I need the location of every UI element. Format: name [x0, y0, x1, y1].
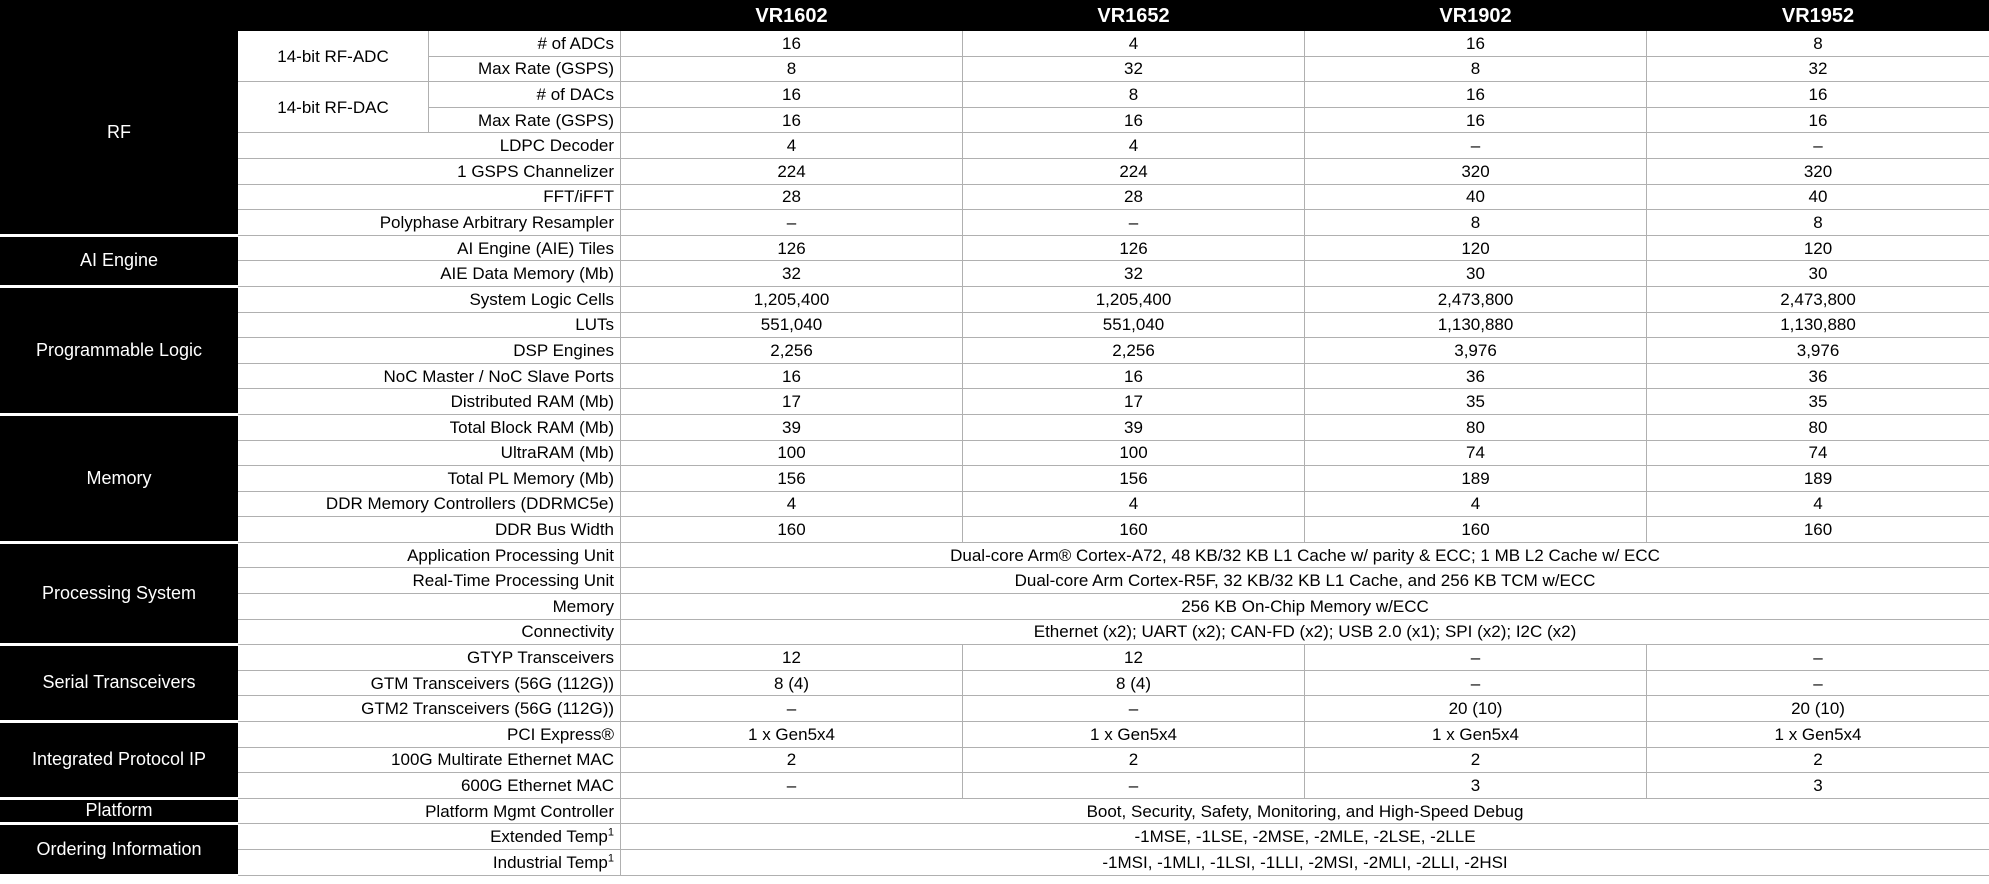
column-header: VR1952	[1647, 1, 1989, 31]
table-row	[1, 850, 1989, 876]
value-cell: 2	[621, 747, 963, 773]
category-cell: Platform	[1, 798, 238, 824]
subgroup-label: 14-bit RF-DAC	[238, 82, 429, 133]
feature-label	[238, 235, 621, 261]
value-cell: 80	[1647, 414, 1989, 440]
feature-label	[238, 312, 621, 338]
feature-label	[238, 491, 621, 517]
value-cell: 35	[1305, 389, 1647, 415]
feature-text: GTYP Transceivers	[466, 648, 615, 668]
feature-label	[238, 440, 621, 466]
category-cell: RF	[1, 31, 238, 236]
table-row	[1, 798, 1989, 824]
feature-label	[238, 466, 621, 492]
value-cell: 1 x Gen5x4	[1305, 722, 1647, 748]
value-cell: –	[621, 773, 963, 799]
value-cell: –	[621, 696, 963, 722]
value-cell: 30	[1647, 261, 1989, 287]
value-cell: 40	[1305, 184, 1647, 210]
column-header: VR1902	[1305, 1, 1647, 31]
table-row	[1, 722, 1989, 748]
value-cell: 160	[1305, 517, 1647, 543]
feature-text: Connectivity	[521, 622, 615, 642]
value-cell: 28	[963, 184, 1305, 210]
value-cell: 8 (4)	[621, 670, 963, 696]
column-header: VR1652	[963, 1, 1305, 31]
value-cell: 4	[621, 133, 963, 159]
value-cell: 16	[1647, 82, 1989, 108]
feature-label	[238, 210, 621, 236]
feature-label	[238, 747, 621, 773]
feature-label	[238, 414, 621, 440]
value-cell: 39	[963, 414, 1305, 440]
value-cell: 36	[1647, 363, 1989, 389]
value-cell: 32	[963, 261, 1305, 287]
shared-value-cell: 256 KB On-Chip Memory w/ECC	[621, 594, 1989, 620]
feature-label	[429, 31, 621, 57]
table-row	[1, 414, 1989, 440]
column-header: VR1602	[621, 1, 963, 31]
shared-value-cell: Ethernet (x2); UART (x2); CAN-FD (x2); USB 2.0 (x1); SPI (x2); I2C (x2)	[621, 619, 1989, 645]
value-cell: –	[1305, 133, 1647, 159]
category-cell: AI Engine	[1, 235, 238, 286]
value-cell: 28	[621, 184, 963, 210]
feature-text: # of ADCs	[537, 33, 615, 53]
feature-label	[238, 645, 621, 671]
value-cell: 126	[621, 235, 963, 261]
feature-label	[238, 619, 621, 645]
value-cell: 16	[621, 31, 963, 57]
feature-label	[238, 773, 621, 799]
value-cell: 3,976	[1305, 338, 1647, 364]
value-cell: 39	[621, 414, 963, 440]
shared-value-cell: -1MSE, -1LSE, -2MSE, -2MLE, -2LSE, -2LLE	[621, 824, 1989, 850]
table-row	[1, 363, 1989, 389]
value-cell: 320	[1305, 158, 1647, 184]
value-cell: 2	[963, 747, 1305, 773]
value-cell: 16	[963, 363, 1305, 389]
feature-text: 1 GSPS Channelizer	[457, 161, 615, 181]
value-cell: –	[963, 210, 1305, 236]
table-row	[1, 261, 1989, 287]
value-cell: 8	[1647, 31, 1989, 57]
feature-label	[238, 696, 621, 722]
table-row	[1, 338, 1989, 364]
value-cell: 16	[1305, 107, 1647, 133]
value-cell: –	[1647, 670, 1989, 696]
value-cell: 2	[1647, 747, 1989, 773]
feature-label	[238, 133, 621, 159]
feature-text: Platform Mgmt Controller	[425, 801, 615, 821]
category-cell: Serial Transceivers	[1, 645, 238, 722]
feature-label	[238, 798, 621, 824]
value-cell: 224	[963, 158, 1305, 184]
feature-label	[238, 594, 621, 620]
feature-text: DDR Memory Controllers (DDRMC5e)	[325, 494, 615, 514]
feature-text: AI Engine (AIE) Tiles	[457, 238, 615, 258]
value-cell: 16	[1305, 31, 1647, 57]
feature-label	[238, 670, 621, 696]
value-cell: 4	[621, 491, 963, 517]
value-cell: 35	[1647, 389, 1989, 415]
value-cell: 4	[963, 133, 1305, 159]
table-row	[1, 696, 1989, 722]
table-row	[1, 645, 1989, 671]
feature-text: LDPC Decoder	[499, 136, 615, 156]
table-row	[1, 210, 1989, 236]
value-cell: 120	[1647, 235, 1989, 261]
feature-text: DDR Bus Width	[494, 520, 615, 540]
value-cell: 1,205,400	[621, 286, 963, 312]
value-cell: 36	[1305, 363, 1647, 389]
value-cell: 8	[1305, 210, 1647, 236]
value-cell: 40	[1647, 184, 1989, 210]
table-row	[1, 542, 1989, 568]
shared-value-cell: Dual-core Arm Cortex-R5F, 32 KB/32 KB L1 Cache, and 256 KB TCM w/ECC	[621, 568, 1989, 594]
table-row	[1, 440, 1989, 466]
feature-label	[238, 261, 621, 287]
value-cell: 8 (4)	[963, 670, 1305, 696]
feature-label	[238, 184, 621, 210]
value-cell: 4	[963, 31, 1305, 57]
value-cell: 16	[1305, 82, 1647, 108]
value-cell: 189	[1305, 466, 1647, 492]
feature-label	[238, 568, 621, 594]
subgroup-label: 14-bit RF-ADC	[238, 31, 429, 82]
table-row	[1, 312, 1989, 338]
table-row	[1, 568, 1989, 594]
value-cell: 8	[1305, 56, 1647, 82]
value-cell: 1 x Gen5x4	[1647, 722, 1989, 748]
table-row	[1, 31, 1989, 57]
footnote-marker: 1	[607, 826, 615, 839]
table-row	[1, 517, 1989, 543]
value-cell: –	[963, 773, 1305, 799]
table-row	[1, 389, 1989, 415]
value-cell: 160	[963, 517, 1305, 543]
feature-text: PCI Express®	[507, 724, 615, 744]
value-cell: 12	[963, 645, 1305, 671]
category-cell: Programmable Logic	[1, 286, 238, 414]
value-cell: 156	[963, 466, 1305, 492]
value-cell: 1 x Gen5x4	[963, 722, 1305, 748]
value-cell: 32	[1647, 56, 1989, 82]
feature-text: Industrial Temp	[492, 852, 608, 872]
feature-text: 100G Multirate Ethernet MAC	[391, 750, 615, 770]
value-cell: 2,256	[621, 338, 963, 364]
feature-text: Total Block RAM (Mb)	[449, 417, 615, 437]
value-cell: 1,130,880	[1305, 312, 1647, 338]
feature-text: Extended Temp	[490, 827, 608, 847]
value-cell: 100	[621, 440, 963, 466]
value-cell: 160	[621, 517, 963, 543]
footnote-marker: 1	[607, 852, 615, 865]
value-cell: 17	[963, 389, 1305, 415]
feature-label	[429, 82, 621, 108]
feature-label	[429, 56, 621, 82]
feature-text: UltraRAM (Mb)	[500, 443, 615, 463]
value-cell: 20 (10)	[1647, 696, 1989, 722]
table-row	[1, 466, 1989, 492]
value-cell: –	[621, 210, 963, 236]
feature-text: AIE Data Memory (Mb)	[440, 264, 615, 284]
feature-text: 600G Ethernet MAC	[460, 776, 615, 796]
feature-text: GTM2 Transceivers (56G (112G))	[361, 699, 615, 719]
value-cell: 120	[1305, 235, 1647, 261]
feature-label	[429, 107, 621, 133]
value-cell: 3	[1647, 773, 1989, 799]
value-cell: 156	[621, 466, 963, 492]
value-cell: 1,130,880	[1647, 312, 1989, 338]
value-cell: 30	[1305, 261, 1647, 287]
value-cell: 551,040	[963, 312, 1305, 338]
feature-label	[238, 542, 621, 568]
table-row	[1, 286, 1989, 312]
value-cell: –	[1305, 670, 1647, 696]
value-cell: 4	[1305, 491, 1647, 517]
table-row	[1, 619, 1989, 645]
feature-text: Memory	[552, 596, 615, 616]
feature-text: Max Rate (GSPS)	[477, 59, 615, 79]
value-cell: 8	[621, 56, 963, 82]
value-cell: 32	[621, 261, 963, 287]
value-cell: 16	[963, 107, 1305, 133]
value-cell: 12	[621, 645, 963, 671]
feature-text: # of DACs	[536, 84, 615, 104]
feature-label	[238, 389, 621, 415]
shared-value-cell: Dual-core Arm® Cortex-A72, 48 KB/32 KB L1 Cache w/ parity & ECC; 1 MB L2 Cache w/ ECC	[621, 542, 1989, 568]
feature-text: Polyphase Arbitrary Resampler	[379, 212, 615, 232]
value-cell: 4	[963, 491, 1305, 517]
feature-label	[238, 158, 621, 184]
table-row	[1, 773, 1989, 799]
value-cell: 2,473,800	[1305, 286, 1647, 312]
feature-label	[238, 363, 621, 389]
value-cell: 8	[963, 82, 1305, 108]
table-row	[1, 594, 1989, 620]
category-cell: Ordering Information	[1, 824, 238, 875]
value-cell: 1 x Gen5x4	[621, 722, 963, 748]
value-cell: 2	[1305, 747, 1647, 773]
table-row	[1, 824, 1989, 850]
value-cell: 8	[1647, 210, 1989, 236]
category-cell: Memory	[1, 414, 238, 542]
value-cell: 17	[621, 389, 963, 415]
feature-text: LUTs	[575, 315, 615, 335]
feature-label	[238, 517, 621, 543]
value-cell: 16	[621, 363, 963, 389]
feature-label	[238, 338, 621, 364]
value-cell: 224	[621, 158, 963, 184]
feature-text: Real-Time Processing Unit	[412, 571, 615, 591]
header-corner	[1, 1, 621, 31]
value-cell: 74	[1647, 440, 1989, 466]
shared-value-cell: Boot, Security, Safety, Monitoring, and High-Speed Debug	[621, 798, 1989, 824]
value-cell: 320	[1647, 158, 1989, 184]
feature-text: GTM Transceivers (56G (112G))	[370, 673, 615, 693]
value-cell: 16	[1647, 107, 1989, 133]
feature-text: Max Rate (GSPS)	[477, 110, 615, 130]
value-cell: 2,473,800	[1647, 286, 1989, 312]
table-row	[1, 184, 1989, 210]
value-cell: –	[1647, 645, 1989, 671]
feature-label	[238, 824, 621, 850]
feature-text: NoC Master / NoC Slave Ports	[383, 366, 615, 386]
value-cell: 100	[963, 440, 1305, 466]
value-cell: –	[1647, 133, 1989, 159]
value-cell: 126	[963, 235, 1305, 261]
feature-text: Application Processing Unit	[407, 545, 615, 565]
value-cell: 3,976	[1647, 338, 1989, 364]
value-cell: 80	[1305, 414, 1647, 440]
feature-text: FFT/iFFT	[543, 187, 615, 207]
value-cell: –	[1305, 645, 1647, 671]
value-cell: 551,040	[621, 312, 963, 338]
value-cell: 32	[963, 56, 1305, 82]
value-cell: 3	[1305, 773, 1647, 799]
table-row	[1, 82, 1989, 108]
feature-text: Total PL Memory (Mb)	[447, 468, 615, 488]
table-row	[1, 747, 1989, 773]
feature-label	[238, 850, 621, 876]
value-cell: 16	[621, 82, 963, 108]
value-cell: 4	[1647, 491, 1989, 517]
table-row	[1, 670, 1989, 696]
feature-text: Distributed RAM (Mb)	[450, 392, 615, 412]
shared-value-cell: -1MSI, -1MLI, -1LSI, -1LLI, -2MSI, -2MLI, -2LLI, -2HSI	[621, 850, 1989, 876]
value-cell: 16	[621, 107, 963, 133]
category-cell: Processing System	[1, 542, 238, 644]
table-row	[1, 235, 1989, 261]
value-cell: 74	[1305, 440, 1647, 466]
value-cell: 2,256	[963, 338, 1305, 364]
value-cell: –	[963, 696, 1305, 722]
table-row	[1, 491, 1989, 517]
table-row	[1, 158, 1989, 184]
feature-text: System Logic Cells	[469, 289, 615, 309]
value-cell: 1,205,400	[963, 286, 1305, 312]
value-cell: 160	[1647, 517, 1989, 543]
value-cell: 20 (10)	[1305, 696, 1647, 722]
table-row	[1, 133, 1989, 159]
value-cell: 189	[1647, 466, 1989, 492]
feature-label	[238, 722, 621, 748]
feature-text: DSP Engines	[513, 340, 615, 360]
feature-label	[238, 286, 621, 312]
header-row	[1, 1, 1989, 31]
category-cell: Integrated Protocol IP	[1, 722, 238, 799]
